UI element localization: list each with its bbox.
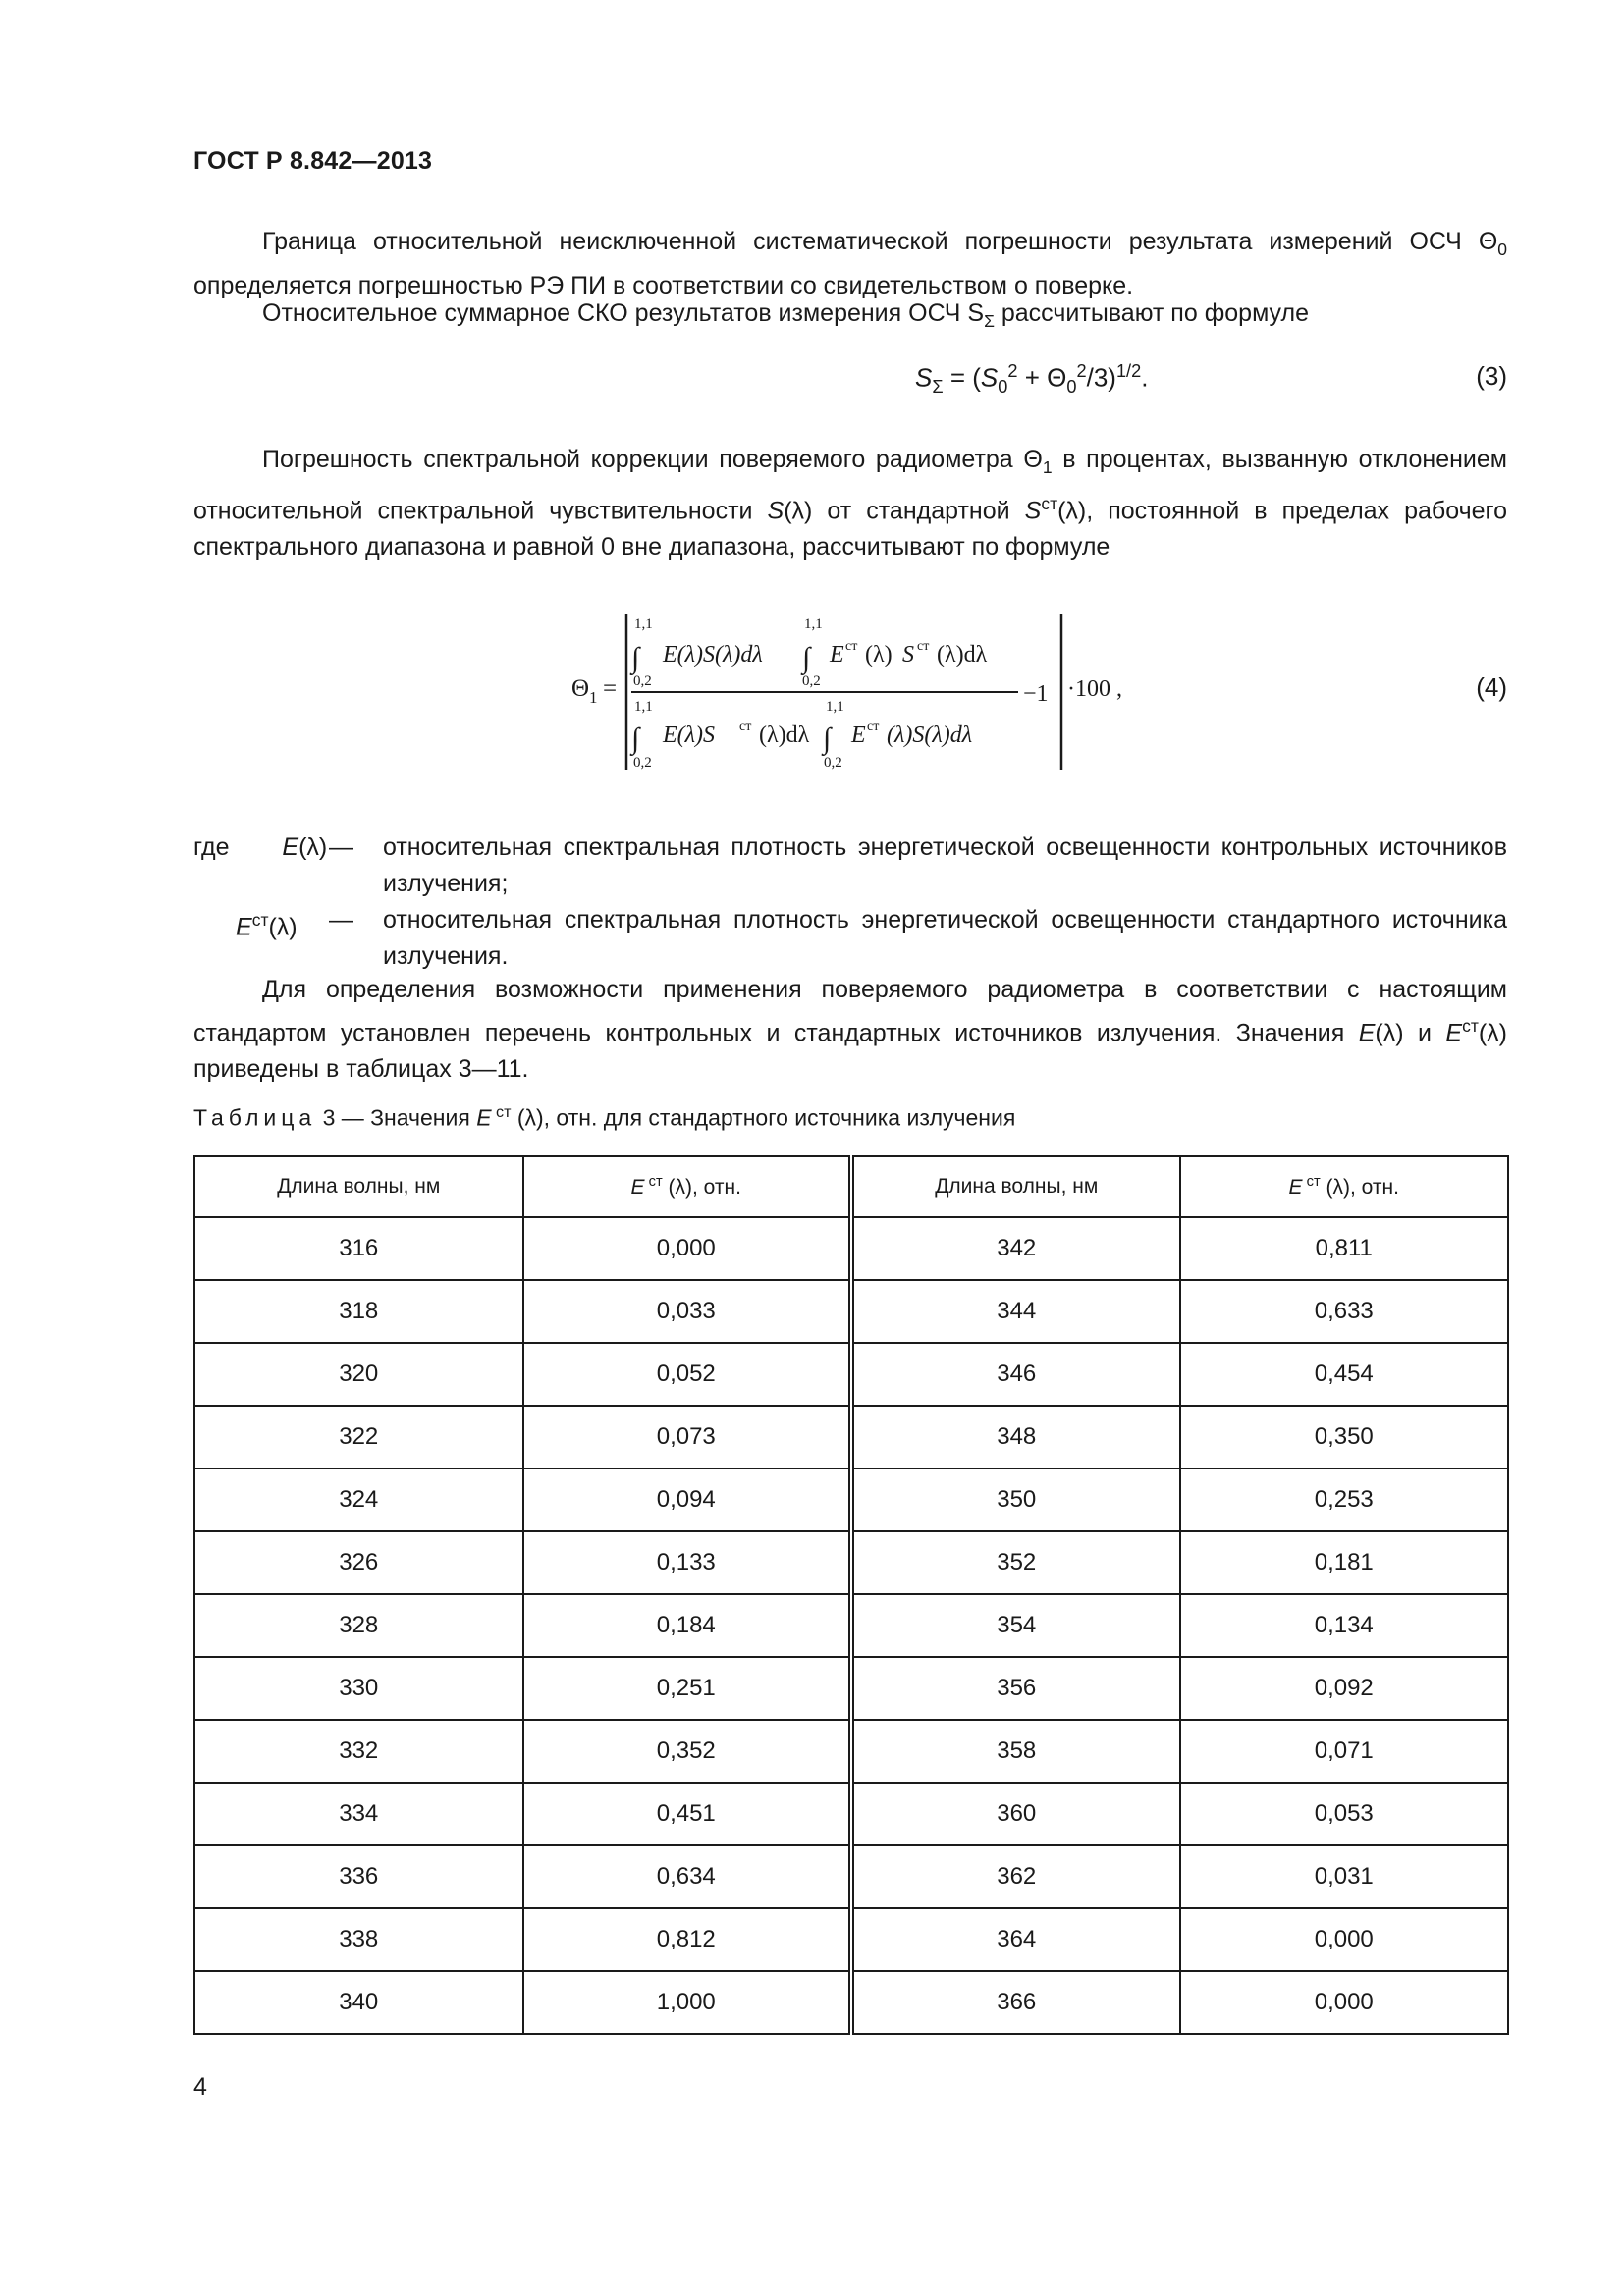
table-row <box>194 1531 1508 1594</box>
wavelength-cell: 356 <box>851 1657 1180 1720</box>
table-row <box>194 1908 1508 1971</box>
table-row <box>194 1657 1508 1720</box>
e-st-value-cell: 1,000 <box>523 1971 852 2034</box>
e-st-value-cell: 0,053 <box>1180 1783 1509 1845</box>
paragraph-source-list: Для определения возможности применения поверяемого радиометра в соответствии с настоящим стандартом установлен перечень контрольных и стандартных источников излучения. Значения E(λ) и $E^{ст}(\lambda)$ приведены в таблицах 3—11. <box>193 976 1507 1084</box>
definition-term: где E(λ) <box>193 833 328 861</box>
table-row <box>194 1217 1508 1280</box>
e-st-value-cell: 0,633 <box>1180 1280 1509 1343</box>
num-term-right-s: S <box>902 642 914 667</box>
e-st-value-cell: 0,071 <box>1180 1720 1509 1783</box>
wavelength-cell: 366 <box>851 1971 1180 2034</box>
paragraph-uncertainty-bound: Граница относительной неисключенной систематической погрешности результата измерений ОСЧ $\Theta_0$ определяется погрешностью РЭ ПИ в соответствии со свидетельством о поверке. <box>193 228 1507 299</box>
wavelength-cell: 322 <box>194 1406 523 1468</box>
e-st-value-cell: 0,251 <box>523 1657 852 1720</box>
formula-3-number: (3) <box>1476 361 1507 391</box>
formula-4-equals: = <box>603 675 618 702</box>
wavelength-cell: 316 <box>194 1217 523 1280</box>
table-row <box>194 1468 1508 1531</box>
definition-term: $E^{ст}(\lambda)$ <box>236 910 298 941</box>
table-header-row <box>194 1156 1508 1217</box>
num-term-right-e-sup: ст <box>845 639 858 654</box>
formula-3-expression: $S_\Sigma = (S_0^2 + \Theta_0^2/3)^{1/2}$. <box>915 361 1149 397</box>
document-header: ГОСТ Р 8.842—2013 <box>193 147 433 175</box>
wavelength-cell: 350 <box>851 1468 1180 1531</box>
e-st-value-cell: 0,181 <box>1180 1531 1509 1594</box>
den-int2-upper: 1,1 <box>826 699 844 715</box>
header-e-st: E $^{ст}$ (λ), отн. <box>523 1156 852 1217</box>
wavelength-cell: 332 <box>194 1720 523 1783</box>
table-row <box>194 1406 1508 1468</box>
table-3 <box>193 1155 1509 2035</box>
wavelength-cell: 346 <box>851 1343 1180 1406</box>
wavelength-cell: 320 <box>194 1343 523 1406</box>
wavelength-cell: 362 <box>851 1845 1180 1908</box>
e-st-value-cell: 0,033 <box>523 1280 852 1343</box>
e-st-value-cell: 0,350 <box>1180 1406 1509 1468</box>
wavelength-cell: 342 <box>851 1217 1180 1280</box>
definition-text: относительная спектральная плотность энергетической освещенности контрольных источников излучения; <box>383 833 1507 897</box>
e-st-value-cell: 0,634 <box>523 1845 852 1908</box>
formula-3 <box>193 361 1507 400</box>
e-st-value-cell: 0,134 <box>1180 1594 1509 1657</box>
definition-item <box>193 829 1507 902</box>
table-row <box>194 1280 1508 1343</box>
table-3-body <box>194 1217 1508 2034</box>
den-term-right-e: E <box>851 722 866 748</box>
den-int2-lower: 0,2 <box>824 755 842 771</box>
page-number: 4 <box>193 2073 207 2101</box>
table-row <box>194 1971 1508 2034</box>
table-3-caption: Таблица 3 — Значения E $^{ст}$ (λ), отн. для стандартного источника излучения <box>193 1103 1016 1131</box>
wavelength-cell: 358 <box>851 1720 1180 1783</box>
formula-4 <box>193 609 1507 775</box>
table-row <box>194 1783 1508 1845</box>
header-e-st: E $^{ст}$ (λ), отн. <box>1180 1156 1509 1217</box>
formula-4-lhs-sub: 1 <box>589 688 598 707</box>
wavelength-cell: 360 <box>851 1783 1180 1845</box>
num-term-right-lamd: (λ)dλ <box>937 642 988 667</box>
wavelength-cell: 348 <box>851 1406 1180 1468</box>
den-term-right-sup: ст <box>867 720 880 734</box>
wavelength-cell: 328 <box>194 1594 523 1657</box>
wavelength-cell: 324 <box>194 1468 523 1531</box>
definition-dash: — <box>329 833 353 861</box>
num-term-right-lam: (λ) <box>865 642 893 667</box>
wavelength-cell: 330 <box>194 1657 523 1720</box>
wavelength-cell: 338 <box>194 1908 523 1971</box>
num-term-left: E(λ)S(λ)dλ <box>663 642 763 667</box>
definitions-list <box>193 829 1507 975</box>
formula-4-times-100: ·100 , <box>1067 676 1122 702</box>
formula-4-minus-one: −1 <box>1023 681 1049 707</box>
formula-4-number: (4) <box>1476 672 1507 702</box>
wavelength-cell: 326 <box>194 1531 523 1594</box>
paragraph-spectral-correction: Погрешность спектральной коррекции поверяемого радиометра $\Theta_1$ в процентах, вызванную отклонением относительной спектральной чувствительности S(λ) от стандартной $S^{ст}(\lambda)$, постоянной в пределах рабочего спектрального диапазона и равной 0 вне диапазона, рассчитывают по формуле <box>193 446 1507 561</box>
den-term-left-lamd: (λ)dλ <box>759 722 810 748</box>
table-row <box>194 1343 1508 1406</box>
e-st-value-cell: 0,454 <box>1180 1343 1509 1406</box>
e-st-value-cell: 0,094 <box>523 1468 852 1531</box>
num-int2-sign: ∫ <box>802 642 811 674</box>
definition-item <box>193 902 1507 975</box>
wavelength-cell: 318 <box>194 1280 523 1343</box>
header-wavelength: Длина волны, нм <box>851 1156 1180 1217</box>
e-st-value-cell: 0,133 <box>523 1531 852 1594</box>
num-term-right-e: E <box>830 642 844 667</box>
e-st-value-cell: 0,031 <box>1180 1845 1509 1908</box>
wavelength-cell: 354 <box>851 1594 1180 1657</box>
num-int2-lower: 0,2 <box>802 673 821 689</box>
e-st-value-cell: 0,000 <box>1180 1971 1509 2034</box>
den-int1-upper: 1,1 <box>634 699 653 715</box>
paragraph-total-sko: Относительное суммарное СКО результатов измерения ОСЧ $S_\Sigma$ рассчитывают по формуле <box>262 299 1309 331</box>
table-row <box>194 1845 1508 1908</box>
e-st-value-cell: 0,073 <box>523 1406 852 1468</box>
e-st-value-cell: 0,000 <box>523 1217 852 1280</box>
e-st-value-cell: 0,451 <box>523 1783 852 1845</box>
wavelength-cell: 336 <box>194 1845 523 1908</box>
wavelength-cell: 334 <box>194 1783 523 1845</box>
den-term-right-rest: (λ)S(λ)dλ <box>887 722 973 748</box>
e-st-value-cell: 0,052 <box>523 1343 852 1406</box>
formula-4-lhs: Θ <box>571 675 590 702</box>
e-st-value-cell: 0,000 <box>1180 1908 1509 1971</box>
e-st-value-cell: 0,352 <box>523 1720 852 1783</box>
e-st-value-cell: 0,811 <box>1180 1217 1509 1280</box>
wavelength-cell: 344 <box>851 1280 1180 1343</box>
header-wavelength: Длина волны, нм <box>194 1156 523 1217</box>
den-int1-sign: ∫ <box>631 722 640 755</box>
e-st-value-cell: 0,253 <box>1180 1468 1509 1531</box>
definition-dash: — <box>329 906 353 934</box>
num-term-right-s-sup: ст <box>917 639 930 654</box>
e-st-value-cell: 0,812 <box>523 1908 852 1971</box>
num-int1-sign: ∫ <box>631 642 640 674</box>
table-row <box>194 1720 1508 1783</box>
wavelength-cell: 352 <box>851 1531 1180 1594</box>
num-int2-upper: 1,1 <box>804 616 823 632</box>
num-int1-lower: 0,2 <box>633 673 652 689</box>
den-int1-lower: 0,2 <box>633 755 652 771</box>
wavelength-cell: 340 <box>194 1971 523 2034</box>
e-st-value-cell: 0,092 <box>1180 1657 1509 1720</box>
definition-text: относительная спектральная плотность энергетической освещенности стандартного источника излучения. <box>383 906 1507 970</box>
den-int2-sign: ∫ <box>823 722 832 755</box>
den-term-left-e: E(λ)S <box>663 722 716 748</box>
den-term-left-sup: ст <box>739 720 752 734</box>
num-int1-upper: 1,1 <box>634 616 653 632</box>
table-row <box>194 1594 1508 1657</box>
e-st-value-cell: 0,184 <box>523 1594 852 1657</box>
wavelength-cell: 364 <box>851 1908 1180 1971</box>
